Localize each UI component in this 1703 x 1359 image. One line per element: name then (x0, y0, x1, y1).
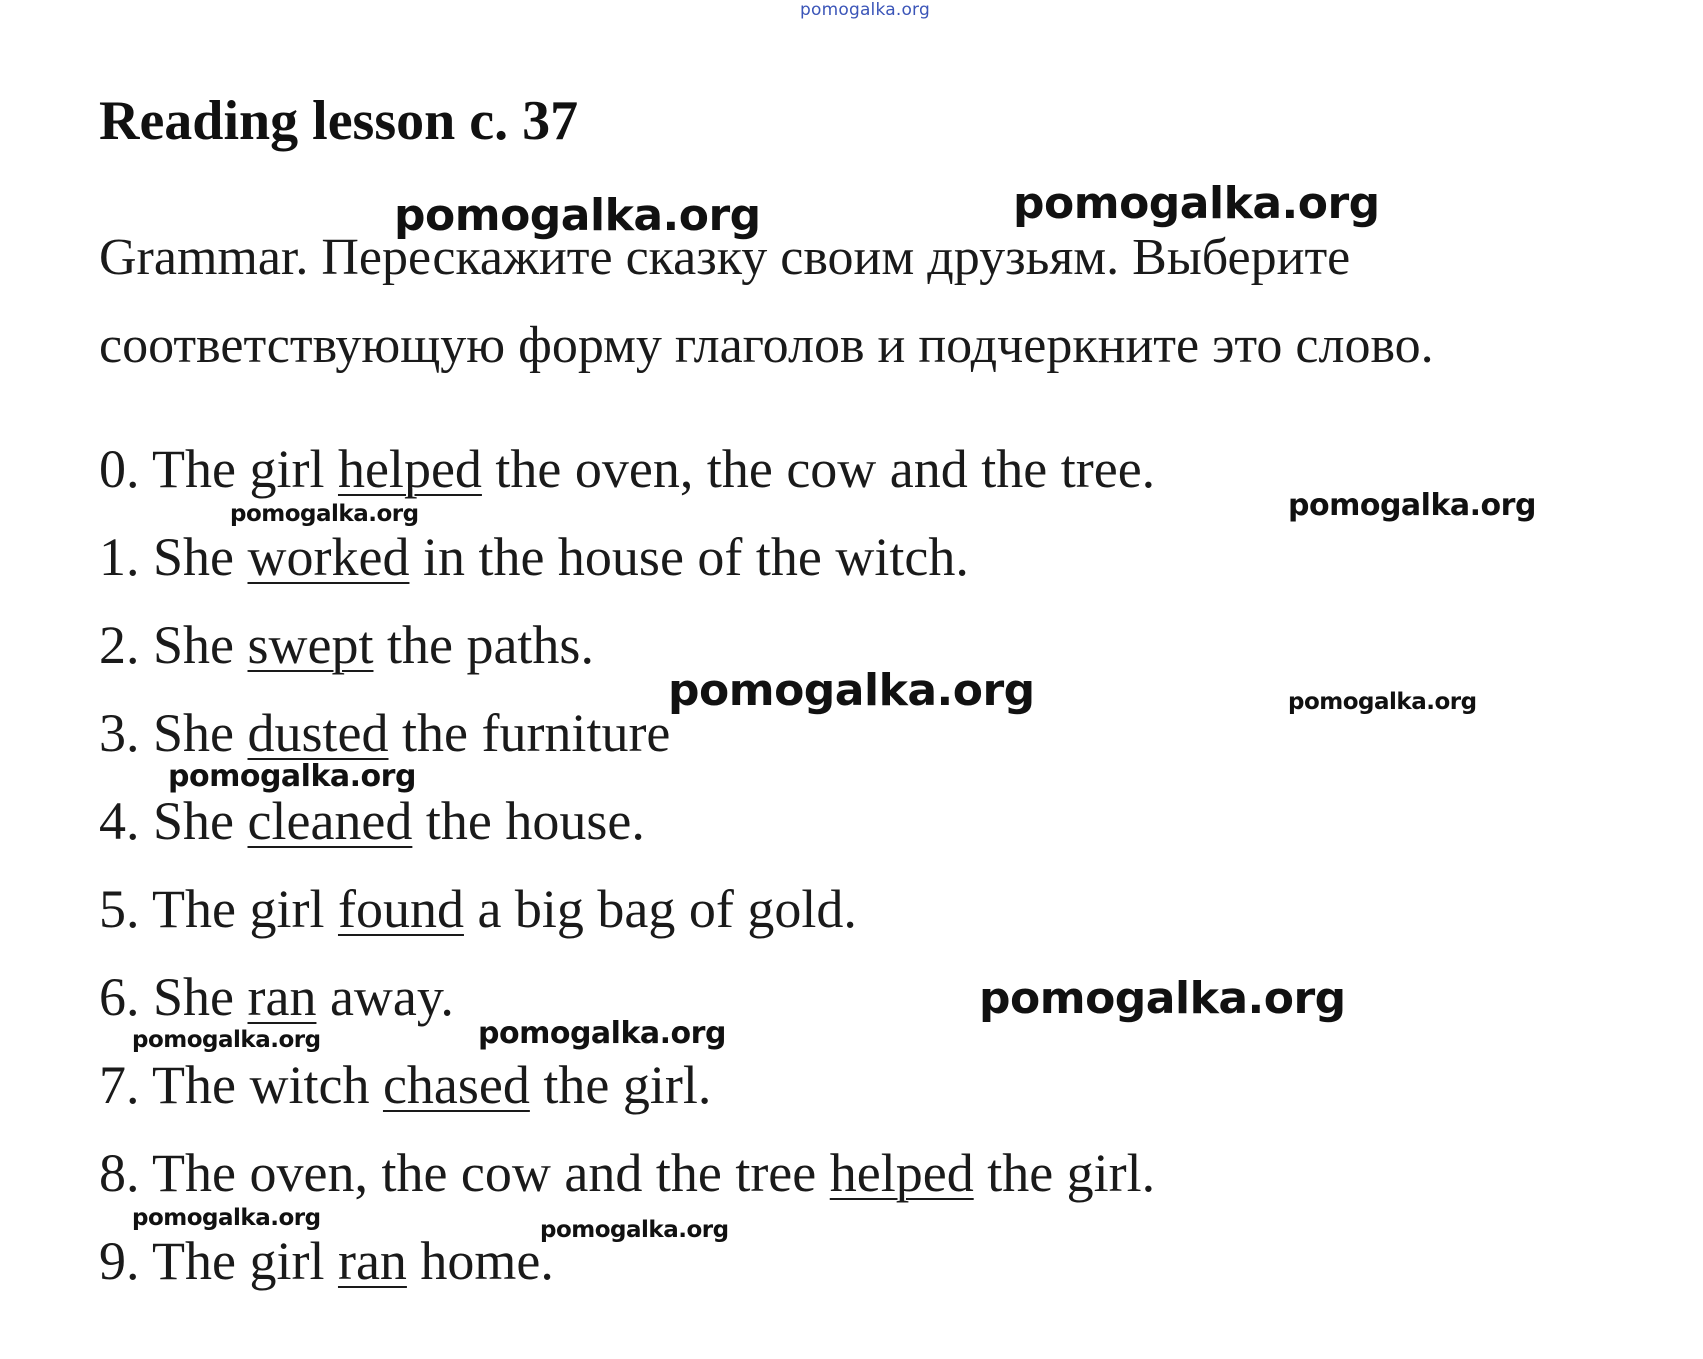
instruction-line-1: Grammar. Перескажите сказку своим друзьям. Выберите (99, 229, 1351, 286)
exercise-item-0: 0. The girl helped the oven, the cow and the tree. (99, 439, 1156, 499)
watermark: pomogalka.org (1013, 178, 1380, 229)
answer-word: worked (247, 527, 410, 587)
watermark: pomogalka.org (1288, 488, 1536, 523)
exercise-item-1: 1. She worked in the house of the witch. (99, 527, 969, 587)
watermark: pomogalka.org (540, 1217, 729, 1243)
watermark: pomogalka.org (394, 190, 761, 241)
watermark: pomogalka.org (132, 1027, 321, 1053)
watermark: pomogalka.org (979, 973, 1346, 1024)
answer-word: helped (337, 439, 482, 499)
answer-word: dusted (247, 703, 389, 763)
exercise-item-3: 3. She dusted the furniture (99, 703, 671, 763)
answer-word: ran (247, 967, 317, 1027)
exercise-item-9: 9. The girl ran home. (99, 1231, 554, 1291)
watermark: pomogalka.org (1288, 689, 1477, 715)
watermark: pomogalka.org (168, 759, 416, 794)
answer-word: helped (829, 1143, 974, 1203)
answer-word: swept (247, 615, 374, 675)
exercise-item-6: 6. She ran away. (99, 967, 454, 1027)
watermark: pomogalka.org (132, 1205, 321, 1231)
watermark: pomogalka.org (230, 501, 419, 527)
watermark: pomogalka.org (668, 665, 1035, 716)
exercise-item-7: 7. The witch chased the girl. (99, 1055, 712, 1115)
answer-word: ran (337, 1231, 407, 1291)
exercise-item-4: 4. She cleaned the house. (99, 791, 645, 851)
exercise-item-8: 8. The oven, the cow and the tree helped the girl. (99, 1143, 1156, 1203)
watermark: pomogalka.org (478, 1016, 726, 1051)
answer-word: chased (382, 1055, 530, 1115)
page-title: Reading lesson c. 37 (99, 90, 579, 152)
instruction-line-2: соответствующую форму глаголов и подчеркните это слово. (99, 317, 1434, 374)
exercise-item-2: 2. She swept the paths. (99, 615, 594, 675)
answer-word: found (337, 879, 464, 939)
answer-word: cleaned (247, 791, 413, 851)
exercise-item-5: 5. The girl found a big bag of gold. (99, 879, 857, 939)
site-watermark-top: pomogalka.org (800, 0, 930, 20)
